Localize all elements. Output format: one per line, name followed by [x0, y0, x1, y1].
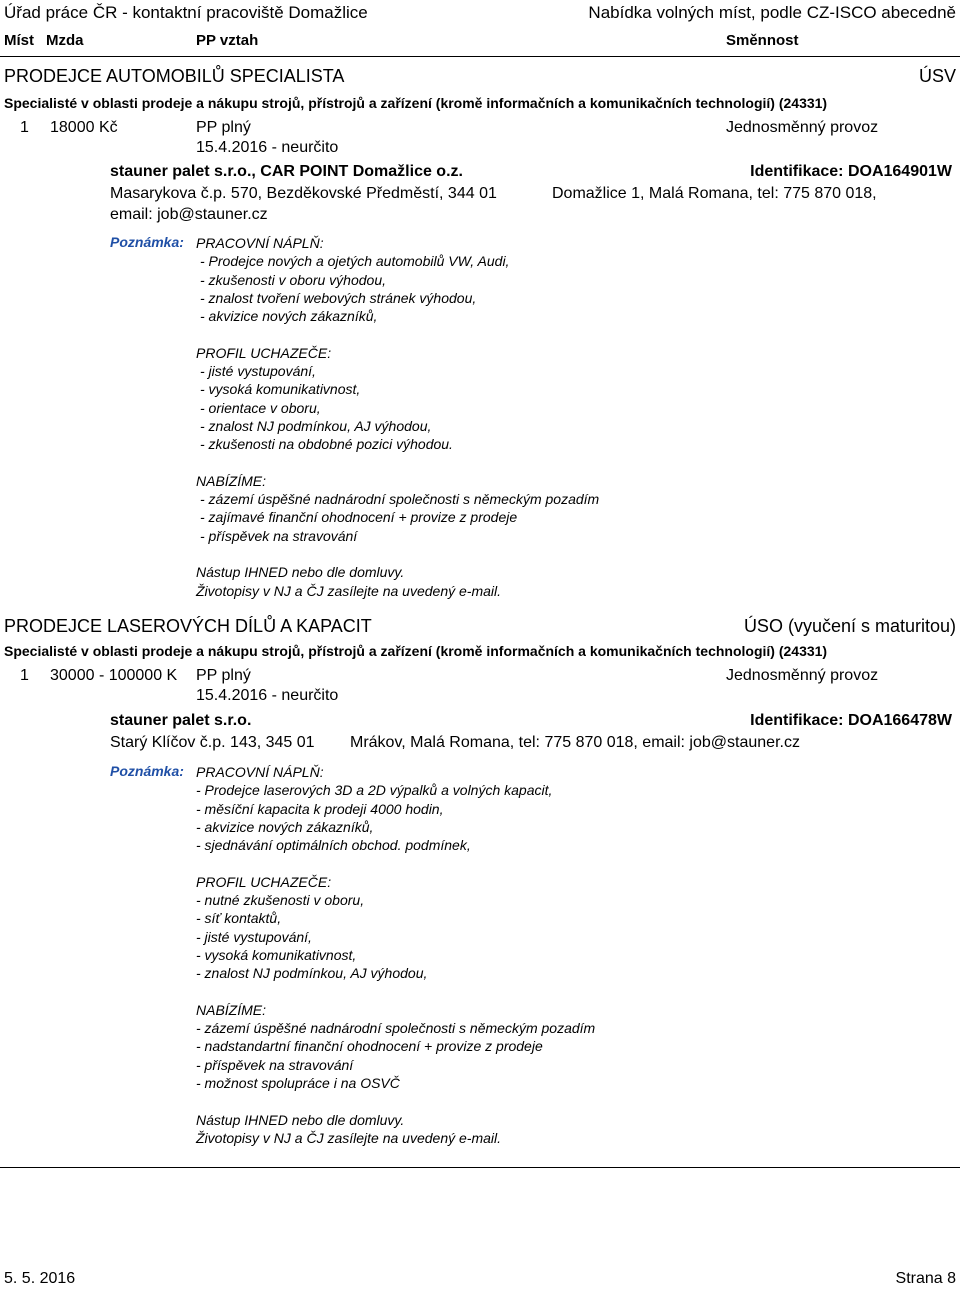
job-title: PRODEJCE LASEROVÝCH DÍLŮ A KAPACIT: [4, 616, 372, 636]
job-count: 1: [20, 119, 29, 136]
column-header-mist: Míst: [4, 32, 34, 49]
job-address: Starý Klíčov č.p. 143, 345 01: [110, 734, 315, 751]
job-identifier: Identifikace: DOA164901W: [750, 163, 952, 180]
job-date-range: 15.4.2016 - neurčito: [196, 687, 339, 704]
note-line: - orientace v oboru,: [200, 399, 321, 416]
job-address-contact: Mrákov, Malá Romana, tel: 775 870 018, email: job@stauner.cz: [350, 734, 800, 751]
note-line: NABÍZÍME:: [196, 1001, 267, 1018]
job-shift: Jednosměnný provoz: [726, 667, 879, 684]
note-line: - příspěvek na stravování: [200, 527, 358, 544]
job-address: Masarykova č.p. 570, Bezděkovské Předměstí, 344 01: [110, 185, 497, 202]
job-education: ÚSO (vyučení s maturitou): [743, 616, 956, 636]
note-line: - znalost NJ podmínkou, AJ výhodou,: [196, 965, 428, 982]
note-line: - znalost NJ podmínkou, AJ výhodou,: [200, 417, 432, 434]
note-line: - Prodejce laserových 3D a 2D výpalků a volných kapacit,: [196, 782, 553, 799]
job-pp-type: PP plný: [196, 667, 251, 684]
note-line: - síť kontaktů,: [196, 910, 282, 927]
note-line: [196, 854, 595, 872]
note-line: - vysoká komunikativnost,: [196, 946, 357, 963]
listing-end-divider: [0, 1167, 960, 1168]
header-office: Úřad práce ČR - kontaktní pracoviště Domažlice: [4, 3, 368, 22]
note-line: [196, 545, 599, 563]
note-line: Životopisy v NJ a ČJ zasílejte na uvedený e-mail.: [196, 582, 502, 599]
note-line: - zkušenosti v oboru výhodou,: [200, 271, 386, 288]
column-header-pp-vztah: PP vztah: [196, 32, 259, 49]
job-count: 1: [20, 667, 29, 684]
header-listing-type: Nabídka volných míst, podle CZ-ISCO abecedně: [588, 3, 956, 22]
note-line: [196, 1092, 595, 1110]
note-label: Poznámka:: [110, 234, 184, 250]
note-line: - akvizice nových zákazníků,: [196, 818, 374, 835]
note-line: Nástup IHNED nebo dle domluvy.: [196, 1111, 405, 1128]
note-line: - možnost spolupráce i na OSVČ: [196, 1075, 400, 1092]
note-line: - jisté vystupování,: [200, 363, 316, 380]
note-text: [196, 234, 599, 600]
note-line: - znalost tvoření webových stránek výhodou,: [200, 289, 477, 306]
job-date-range: 15.4.2016 - neurčito: [196, 139, 339, 156]
note-line: [196, 454, 599, 472]
job-wage: 18000 Kč: [50, 119, 118, 136]
note-line: - měsíční kapacita k prodeji 4000 hodin,: [196, 800, 444, 817]
header-divider: [0, 56, 960, 57]
note-line: - jisté vystupování,: [196, 928, 312, 945]
note-line: [196, 983, 595, 1001]
note-line: - zkušenosti na obdobné pozici výhodou.: [200, 436, 453, 453]
note-line: PRACOVNÍ NÁPLŇ:: [196, 235, 324, 251]
note-line: - nutné zkušenosti v oboru,: [196, 892, 365, 909]
note-text: [196, 763, 595, 1147]
job-pp-type: PP plný: [196, 119, 251, 136]
job-wage: 30000 - 100000 K: [50, 667, 178, 684]
note-line: PROFIL UCHAZEČE:: [196, 344, 332, 361]
job-address-contact: Domažlice 1, Malá Romana, tel: 775 870 018,: [552, 185, 877, 202]
note-line: [196, 325, 599, 343]
note-line: - zázemí úspěšné nadnárodní společnosti s německým pozadím: [196, 1020, 596, 1037]
note-line: - příspěvek na stravování: [196, 1056, 354, 1073]
note-line: NABÍZÍME:: [196, 472, 267, 489]
note-line: PROFIL UCHAZEČE:: [196, 873, 332, 890]
note-line: - vysoká komunikativnost,: [200, 381, 361, 398]
note-label: Poznámka:: [110, 763, 184, 779]
note-line: - zajímavé finanční ohodnocení + provize z prodeje: [200, 509, 518, 526]
page-number: Strana 8: [895, 1270, 956, 1287]
job-shift: Jednosměnný provoz: [726, 119, 879, 136]
job-email: email: job@stauner.cz: [110, 206, 268, 223]
job-employer: stauner palet s.r.o.: [110, 712, 252, 729]
footer-date: 5. 5. 2016: [4, 1270, 76, 1287]
job-title: PRODEJCE AUTOMOBILŮ SPECIALISTA: [4, 66, 345, 86]
job-employer: stauner palet s.r.o., CAR POINT Domažlice o.z.: [110, 163, 463, 180]
job-category: Specialisté v oblasti prodeje a nákupu strojů, přístrojů a zařízení (kromě informačních a komunikačních technologií) (24331): [4, 643, 828, 659]
note-line: Životopisy v NJ a ČJ zasílejte na uvedený e-mail.: [196, 1129, 502, 1146]
job-category: Specialisté v oblasti prodeje a nákupu strojů, přístrojů a zařízení (kromě informačních a komunikačních technologií) (24331): [4, 95, 828, 111]
note-line: Nástup IHNED nebo dle domluvy.: [196, 564, 405, 581]
note-line: - nadstandartní finanční ohodnocení + provize z prodeje: [196, 1038, 543, 1055]
job-education: ÚSV: [918, 66, 956, 86]
note-line: - sjednávání optimálních obchod. podmínek,: [196, 837, 471, 854]
job-identifier: Identifikace: DOA166478W: [750, 712, 952, 729]
column-header-smennost: Směnnost: [726, 32, 799, 49]
note-line: - zázemí úspěšné nadnárodní společnosti s německým pozadím: [200, 491, 600, 508]
note-line: - Prodejce nových a ojetých automobilů VW, Audi,: [200, 253, 510, 270]
note-line: PRACOVNÍ NÁPLŇ:: [196, 764, 324, 780]
note-line: - akvizice nových zákazníků,: [200, 308, 378, 325]
column-header-mzda: Mzda: [46, 32, 84, 49]
